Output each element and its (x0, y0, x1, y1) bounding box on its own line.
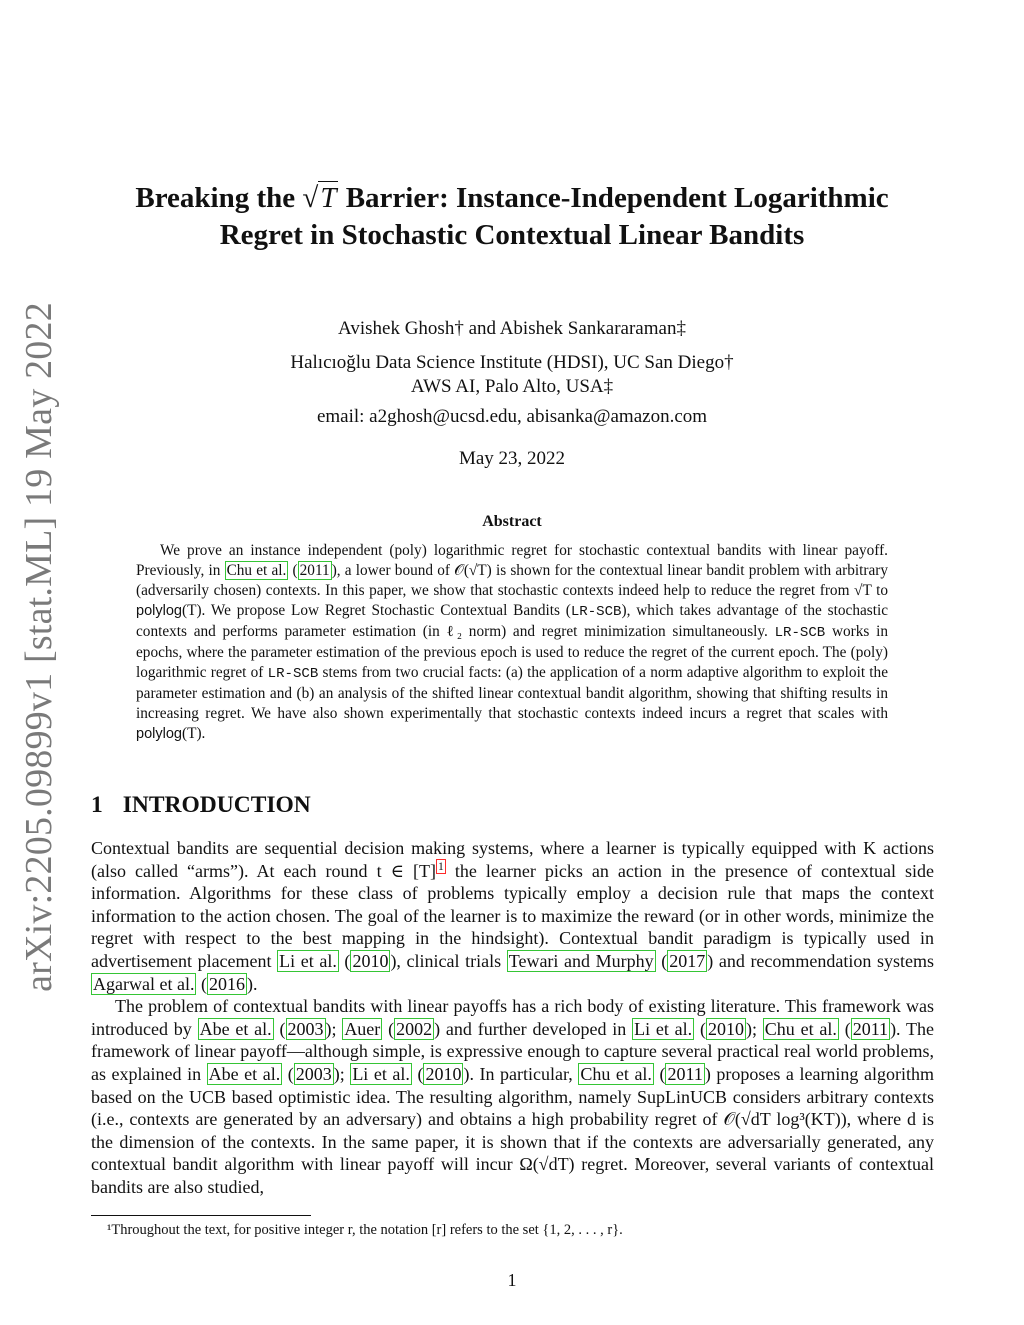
lrscb-term: LR-SCB (267, 666, 319, 682)
affiliation-2: AWS AI, Palo Alto, USA‡ (410, 376, 614, 397)
citation-link[interactable]: Li et al. (352, 1063, 410, 1084)
p2-text-4: ( (382, 1018, 395, 1039)
citation-link[interactable]: Abe et al. (199, 1018, 272, 1039)
p2-text-11: ); (333, 1063, 351, 1084)
citation-link[interactable]: Chu et al. (764, 1018, 837, 1039)
p2-text-14: ( (653, 1063, 666, 1084)
citation-link[interactable]: Tewari and Murphy (508, 950, 654, 971)
p1-text-4: ), clinical trials (390, 950, 507, 971)
email: email: a2ghosh@ucsd.edu, abisanka@amazon.com (316, 406, 708, 427)
arxiv-id: arXiv:2205.09899v1 [stat.ML] 19 May 2022 (18, 302, 60, 992)
citation-link[interactable]: 2003 (295, 1063, 332, 1084)
p1-text-8: ). (246, 973, 258, 994)
lrscb-term: LR-SCB (570, 604, 622, 620)
citation-link[interactable]: Li et al. (279, 950, 337, 971)
abstract-text-2: ( (288, 562, 298, 579)
polylog-term: polylog (136, 726, 182, 742)
footnote: ¹Throughout the text, for positive integer r, the notation [r] refers to the set {1, 2, . . . , r}. (107, 1222, 623, 1238)
p2-text-1: The problem of contextual bandits with linear payoffs has a rich body of existing literature. This framework was introduced by (91, 996, 934, 1039)
p2-text-6: ( (694, 1018, 706, 1039)
polylog-term: polylog (136, 603, 182, 619)
introduction-body (91, 837, 934, 1199)
p2-text-8: ( (838, 1018, 851, 1039)
abstract-text-8: (T). (182, 725, 206, 742)
citation-link[interactable]: Abe et al. (208, 1063, 281, 1084)
p1-text-5: ( (655, 950, 668, 971)
p1-text-6: ) and recommendation systems (707, 950, 935, 971)
citation-link[interactable]: 2011 (299, 562, 330, 579)
sqrt-var: T (320, 182, 337, 214)
footnote-ref[interactable]: 1 (437, 859, 444, 873)
citation-link[interactable]: 2010 (707, 1018, 744, 1039)
paper-title (120, 180, 904, 254)
section-title: INTRODUCTION (122, 792, 311, 818)
abstract-text-1: We prove an instance independent (poly) logarithmic regret for stochastic contextual bandits with linear payoff. Previously, in (136, 542, 888, 579)
citation-link[interactable]: 2002 (396, 1018, 433, 1039)
citation-link[interactable]: 2017 (669, 950, 706, 971)
date: May 23, 2022 (458, 448, 566, 469)
section-heading (91, 792, 311, 819)
p1-text-3: ( (338, 950, 351, 971)
p2-text-9: ). The framework of linear payoff—although simple, is expressive enough to capture several practical real world problems, as explained in (91, 1018, 935, 1084)
p2-text-13: ). In particular, (463, 1063, 579, 1084)
paragraph-1 (91, 837, 934, 995)
p2-text-12: ( (411, 1063, 424, 1084)
citation-link[interactable]: Auer (344, 1018, 381, 1039)
citation-link[interactable]: 2003 (287, 1018, 324, 1039)
section-number: 1 (91, 792, 103, 818)
arxiv-stamp (10, 302, 68, 992)
lrscb-term: LR-SCB (774, 625, 826, 641)
abstract-heading: Abstract (482, 513, 542, 530)
authors: Avishek Ghosh† and Abishek Sankararaman‡ (338, 318, 686, 339)
sqrt-icon: √ (302, 182, 319, 214)
abstract-text (136, 541, 888, 744)
p1-text-7: ( (196, 973, 207, 994)
p2-text-5: ) and further developed in (434, 1018, 633, 1039)
abstract-text-4: (T). We propose Low Regret Stochastic Contextual Bandits ( (182, 602, 571, 619)
citation-link[interactable]: 2016 (208, 973, 245, 994)
paragraph-2 (91, 995, 934, 1198)
abstract-text-3: ), a lower bound of 𝒪(√T) is shown for the contextual linear bandit problem with arbitrary (adversarily chosen) contexts. In this paper, we show that stochastic contexts indeed help to reduce the regret from √T to (136, 562, 888, 599)
title-part2: Barrier: Instance-Independent Logarithmic Regret in Stochastic Contextual Linear Bandits (219, 182, 889, 251)
abstract-text-7: stems from two crucial facts: (a) the application of a norm adaptive algorithm to exploit the parameter estimation and (b) an analysis of the shifted linear contextual bandit algorithm, showing that shifting results in increasing regret. We have also shown experimentally that stochastic contexts indeed incurs a regret that scales with (136, 664, 888, 722)
affiliation-1: Halıcıoğlu Data Science Institute (HDSI), UC San Diego† (290, 352, 734, 373)
sqrt-t (302, 180, 338, 217)
p2-text-10: ( (282, 1063, 294, 1084)
footnote-divider (91, 1215, 311, 1216)
abstract-text-6: works in epochs, where the parameter estimation of the previous epoch is used to reduce the regret of the current epoch. The (poly) logarithmic regret of (136, 623, 888, 681)
p1-text-1: Contextual bandits are sequential decision making systems, where a learner is typically equipped with K actions (also called “arms”). At each round t ∈ [T] (91, 838, 934, 881)
p2-text-15: ) proposes a learning algorithm based on the UCB based optimistic idea. The resulting algorithm, namely SupLinUCB considers arbitrary contexts (i.e., contexts are generated by an adversary) and obtains a high probability regret of 𝒪(√dT log³(KT)), where d is the dimension of the contexts. In the same paper, it is shown that if the contexts are adversarially generated, any contextual bandit algorithm with linear payoff will incur Ω(√dT) regret. Moreover, several variants of contextual bandits are also studied, (91, 1063, 934, 1197)
citation-link[interactable]: 2010 (425, 1063, 462, 1084)
citation-link[interactable]: 2011 (667, 1063, 703, 1084)
p2-text-2: ( (273, 1018, 286, 1039)
citation-link[interactable]: Chu et al. (580, 1063, 652, 1084)
citation-link[interactable]: Chu et al. (226, 562, 287, 579)
p1-text-2: the learner picks an action in the presence of contextual side information. Algorithms for these class of problems typically employ a decision rule that maps the context information to the action chosen. The goal of the learner is to maximize the reward (or in other words, minimize the regret with respect to the best mapping in the hindsight). Contextual bandit paradigm is typically used in advertisement placement (91, 860, 934, 971)
abstract-text-5: ), which takes advantage of the stochastic contexts and performs parameter estimation (in ℓ₂ norm) and regret minimization simultaneously. (136, 602, 888, 640)
p2-text-3: ); (325, 1018, 343, 1039)
page-number: 1 (507, 1270, 517, 1290)
title-part1: Breaking the (135, 182, 296, 214)
citation-link[interactable]: 2011 (852, 1018, 889, 1039)
citation-link[interactable]: Li et al. (634, 1018, 693, 1039)
citation-link[interactable]: 2010 (352, 950, 389, 971)
p2-text-7: ); (745, 1018, 763, 1039)
citation-link[interactable]: Agarwal et al. (93, 973, 195, 994)
